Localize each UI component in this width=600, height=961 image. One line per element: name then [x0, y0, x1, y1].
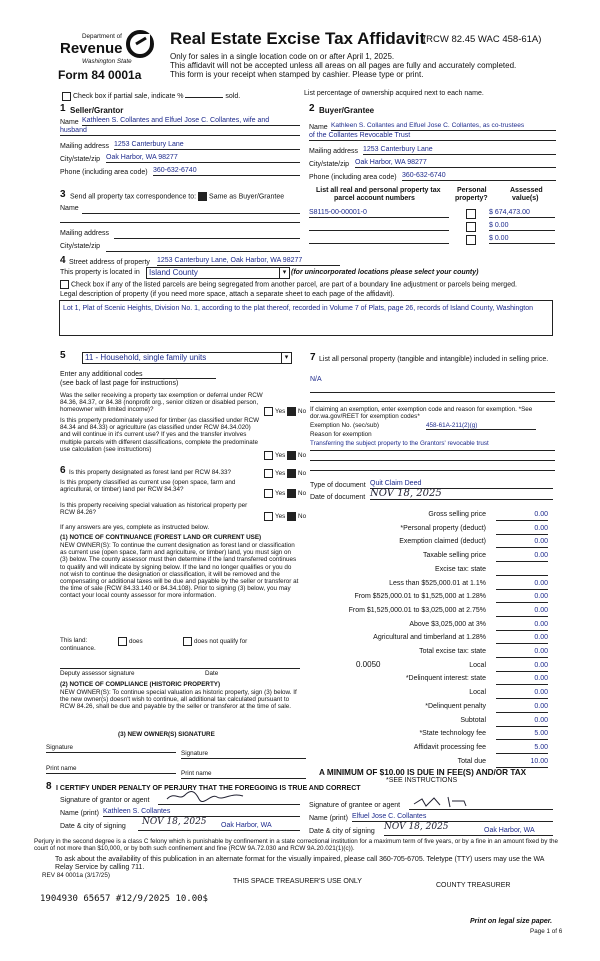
sig3-print-label: Print name: [46, 765, 77, 772]
reason-line-3[interactable]: [310, 470, 555, 471]
tax-calc-value[interactable]: 10.00: [496, 757, 548, 768]
tax-calc-value[interactable]: 0.00: [496, 633, 548, 644]
if-yes-note: If any answers are yes, complete as instructed below.: [60, 524, 210, 531]
parcel-header-5: Assessed: [510, 187, 543, 194]
tax-calc-value[interactable]: 0.00: [496, 716, 548, 727]
tax-calc-row: [300, 551, 552, 563]
ownership-note: List percentage of ownership acquired next to each name.: [304, 90, 484, 97]
tax-calc-row: [300, 565, 552, 577]
tax-calc-label: *Delinquent penalty: [425, 702, 486, 710]
cashier-stamp: 1904930 65657 #12/9/2025 10.00$: [40, 894, 208, 904]
grantor-city-field[interactable]: Oak Harbor, WA: [221, 822, 272, 829]
page-number: Page 1 of 6: [530, 928, 563, 935]
rev-code: REV 84 0001a (3/17/25): [42, 872, 110, 879]
reason-field[interactable]: Transferring the subject property to the Grantors' revocable trust: [310, 440, 489, 447]
tax-calc-value[interactable]: 0.00: [496, 579, 548, 590]
yes-label: Yes: [275, 408, 286, 416]
no-checkbox[interactable]: [287, 489, 296, 498]
tax-calc-label: Less than $525,000.01 at 1.1%: [389, 579, 486, 587]
alt-format-text: To ask about the availability of this publication in an alternate format for the visually impaired, please call 360-705-6705. Teletype (TTY) users may use the WA Relay Service by calling 711.: [55, 856, 545, 871]
addl-codes-label: Enter any additional codes: [60, 371, 143, 378]
partial-sale-percent[interactable]: [185, 90, 223, 98]
seller-city-field[interactable]: Oak Harbor, WA 98277: [106, 154, 300, 163]
yes-checkbox[interactable]: [264, 469, 273, 478]
located-label: This property is located in: [60, 269, 140, 276]
grantor-name-label: Name (print): [60, 810, 99, 817]
yes-checkbox[interactable]: [264, 451, 273, 460]
grantee-date-label: Date & city of signing: [309, 828, 375, 835]
q-historical: Is this property receiving special valuation as historical property per RCW 84.26?: [60, 502, 248, 517]
notice1-text: NEW OWNER(S): To continue the current designation as forest land or classification as current use (open space, farm and agriculture, or timber) land, you must sign on (3) below. The county assessor must then determine if the land transferred continues to qualify and will indicate by signing below. If the land no longer qualifies or you do not wish to continue the designation or classification, it will be removed and the compensating or additional taxes will be due and payable by the seller or transferor at the time of sale (RCW 84.33.140 or 84.34.108). Prior to signing (3) below, you may contact your local county assessor for more information.: [60, 542, 299, 600]
does-option: [118, 637, 143, 646]
form-rcw: (RCW 82.45 WAC 458-61A): [423, 34, 542, 45]
tax-calc-value[interactable]: 0.00: [496, 537, 548, 548]
doc-date-label: Date of document: [310, 494, 366, 501]
section3-name-line-2[interactable]: [60, 222, 300, 223]
tax-calc-row: [300, 743, 552, 755]
sig3-print-label-2: Print name: [181, 770, 212, 777]
county-value: Island County: [149, 268, 198, 277]
tax-calc-value[interactable]: 0.00: [496, 674, 548, 685]
section3-text: Send all property tax correspondence to:: [70, 193, 197, 201]
tax-calc-row: [300, 524, 552, 536]
tax-calc-row: [300, 716, 552, 728]
sig3-print-line-2[interactable]: [181, 778, 306, 779]
tax-calc-label: Above $3,025,000 at 3%: [409, 620, 486, 628]
buyer-name-field-2[interactable]: of the Collantes Revocable Trust: [309, 132, 556, 141]
form-number: Form 84 0001a: [58, 68, 142, 82]
tax-calc-row: [300, 579, 552, 591]
exemption-label: Exemption No. (sec/sub): [310, 422, 379, 429]
chevron-down-icon[interactable]: ▾: [281, 353, 291, 363]
header-note3: This form is your receipt when stamped by cashier. Please type or print.: [170, 70, 424, 79]
q-current-use-answer: [264, 489, 306, 498]
land-use-select[interactable]: [82, 352, 292, 364]
buyer-city-label: City/state/zip: [309, 161, 350, 168]
exemption-text: If claiming an exemption, enter exemption code and reason for exemption. *See dor.wa.gov/REET for exemption codes*: [310, 406, 533, 421]
segregated-checkbox[interactable]: [60, 280, 69, 289]
buyer-phone-field[interactable]: 360-632-6740: [402, 172, 556, 181]
minimum-note: A MINIMUM OF $10.00 IS DUE IN FEE(S) AND/OR TAX: [319, 768, 527, 777]
tax-calc-value[interactable]: [496, 565, 548, 576]
seller-phone-field[interactable]: 360-632-6740: [153, 167, 300, 176]
see-instructions: *SEE INSTRUCTIONS: [386, 777, 458, 784]
street-label: Street address of property: [69, 259, 150, 266]
land-use-value: 11 - Household, single family units: [85, 353, 207, 362]
yes-checkbox[interactable]: [264, 512, 273, 521]
dept-line3: Washington State: [82, 58, 132, 65]
parcel-number-field[interactable]: [309, 222, 449, 231]
parcel-header-1: List all real and personal property tax: [316, 187, 441, 194]
does-not-label: does not qualify for: [194, 638, 248, 646]
tax-calc-label: Local: [469, 661, 486, 669]
no-checkbox[interactable]: [287, 512, 296, 521]
certify-text: I CERTIFY UNDER PENALTY OF PERJURY THAT THE FOREGOING IS TRUE AND CORRECT: [56, 785, 361, 792]
tax-calc-label: Gross selling price: [428, 511, 486, 518]
no-label: No: [298, 490, 307, 498]
tax-calc-label: Total due: [457, 757, 486, 765]
section3-row: [70, 192, 284, 201]
section4-number: 4: [60, 255, 66, 266]
personal-property-checkbox[interactable]: [466, 235, 476, 245]
seller-name-field[interactable]: Kathleen S. Collantes and Elfuel Jose C. Collantes, wife and: [82, 117, 300, 126]
tax-calc-row: [300, 620, 552, 632]
tax-calc-value[interactable]: 0.00: [496, 524, 548, 535]
reason-label: Reason for exemption: [310, 431, 372, 438]
sig3-signature-label-2: Signature: [181, 750, 208, 757]
same-as-buyer-label: Same as Buyer/Grantee: [209, 193, 285, 201]
parcel-header-6: value(s): [512, 195, 539, 202]
grantee-date-field[interactable]: NOV 18, 2025: [384, 822, 449, 832]
grantor-date-field[interactable]: NOV 18, 2025: [142, 817, 207, 827]
tax-calc-label: Taxable selling price: [422, 552, 486, 560]
buyer-phone-label: Phone (including area code): [309, 174, 397, 181]
tax-calc-row: [300, 592, 552, 604]
section2-number: 2: [309, 103, 315, 114]
local-rate: 0.0050: [356, 660, 381, 669]
tax-calc-label: Agricultural and timberland at 1.28%: [373, 634, 486, 642]
dept-line2: Revenue: [60, 40, 123, 57]
partial-sale-checkbox[interactable]: [62, 92, 71, 101]
buyer-name-field[interactable]: Kathleen S. Collantes and Elfuel Jose C. Collantes, as co-trustees: [331, 122, 556, 131]
seller-phone-label: Phone (including area code): [60, 169, 148, 176]
deputy-date-label: Date: [205, 670, 219, 677]
tax-calc-row: [300, 661, 552, 673]
sig3-title: (3) NEW OWNER(S) SIGNATURE: [118, 731, 215, 738]
grantor-sig-label: Signature of grantor or agent: [60, 797, 150, 804]
personal-property-line[interactable]: [310, 392, 555, 393]
partial-sale-sold: sold.: [225, 93, 241, 100]
sig3-signature-line-2[interactable]: [181, 758, 306, 759]
section3-city-label: City/state/zip: [60, 243, 101, 250]
does-not-checkbox[interactable]: [183, 637, 192, 646]
personal-property-checkbox[interactable]: [466, 222, 476, 232]
perjury-text: Perjury in the second degree is a class C felony which is punishable by confinement in a state correctional institution for a maximum term of five years, or by a fine in an amount fixed by the court of not more than $10,000, or by both such confinement and fine (RCW 9A.72.030 and RCW 9A.20.021(1)(c)).: [34, 838, 558, 853]
section6-number: 6: [60, 465, 66, 476]
no-checkbox[interactable]: [287, 451, 296, 460]
grantee-sig-line[interactable]: [409, 809, 553, 810]
yes-checkbox[interactable]: [264, 407, 273, 416]
addl-codes-note: (see back of last page for instructions): [60, 380, 179, 387]
segregated-row: [60, 280, 560, 289]
seller-mailing-field[interactable]: 1253 Canterbury Lane: [114, 141, 300, 150]
yes-label: Yes: [275, 490, 286, 498]
section3-city-line[interactable]: [106, 251, 300, 252]
exemption-field[interactable]: 458-61A-211(2)(g): [426, 422, 536, 430]
tax-calc-label: From $525,000.01 to $1,525,000 at 1.28%: [354, 593, 486, 601]
tax-calc-value[interactable]: 5.00: [496, 729, 548, 740]
tax-calc-row: [300, 757, 552, 769]
buyer-mailing-field[interactable]: 1253 Canterbury Lane: [363, 146, 556, 155]
assessed-value-field[interactable]: $ 0.00: [489, 222, 555, 231]
tax-calc-row: [300, 674, 552, 686]
tax-calc-row: [300, 647, 552, 659]
legal-label: Legal description of property (if you need more space, attach a separate sheet to each page of the affidavit).: [60, 291, 395, 298]
dept-line1: Department of: [82, 33, 122, 40]
treasurer-only: THIS SPACE TREASURER'S USE ONLY: [233, 878, 362, 885]
buyer-heading: Buyer/Grantee: [319, 106, 375, 115]
buyer-city-field[interactable]: Oak Harbor, WA 98277: [355, 159, 556, 168]
no-label: No: [298, 470, 307, 478]
legal-paper-note: Print on legal size paper.: [470, 918, 553, 925]
grantee-city-field[interactable]: Oak Harbor, WA: [484, 827, 535, 834]
county-treasurer: COUNTY TREASURER: [436, 882, 511, 889]
parcel-header-4: property?: [455, 195, 488, 202]
reason-line[interactable]: [310, 450, 555, 451]
tax-calc-value[interactable]: 0.00: [496, 620, 548, 631]
grantee-name-field[interactable]: Elfuel Jose C. Collantes: [352, 813, 553, 822]
grantor-date-label: Date & city of signing: [60, 823, 126, 830]
addl-codes-line[interactable]: [136, 378, 216, 379]
grantee-signature[interactable]: [412, 795, 472, 809]
county-select[interactable]: [146, 267, 290, 279]
tax-calc-value[interactable]: 0.00: [496, 510, 548, 521]
no-checkbox[interactable]: [287, 469, 296, 478]
tax-calc-label: Total excise tax: state: [419, 648, 486, 655]
tax-calc-row: [300, 510, 552, 522]
grantor-sig-line[interactable]: [158, 804, 300, 805]
no-checkbox[interactable]: [287, 407, 296, 416]
this-land-label: This land:: [60, 637, 88, 644]
seller-mailing-label: Mailing address: [60, 143, 110, 150]
notice2-title: (2) NOTICE OF COMPLIANCE (HISTORIC PROPERTY): [60, 681, 221, 688]
tax-calc-row: [300, 606, 552, 618]
tax-calc-row: [300, 537, 552, 549]
grantor-signature[interactable]: [165, 789, 245, 803]
tax-calc-value[interactable]: 0.00: [496, 606, 548, 617]
section7-number: 7: [310, 352, 316, 363]
assessed-value-field[interactable]: $ 0.00: [489, 235, 555, 244]
seller-city-label: City/state/zip: [60, 156, 101, 163]
does-label: does: [129, 638, 143, 646]
section3-number: 3: [60, 189, 66, 200]
section7-text: List all personal property (tangible and intangible) included in selling price.: [319, 356, 549, 363]
grantor-name-field[interactable]: Kathleen S. Collantes: [103, 808, 300, 817]
yes-label: Yes: [275, 452, 286, 460]
section3-mailing-label: Mailing address: [60, 230, 110, 237]
grantee-sig-label: Signature of grantee or agent: [309, 802, 401, 809]
revenue-logo-icon: [126, 30, 154, 58]
partial-sale-label: Check box if partial sale, indicate %: [73, 93, 184, 100]
tax-calc-table: [300, 510, 552, 770]
section3-mailing-line[interactable]: [114, 238, 300, 239]
tax-calc-row: [300, 702, 552, 714]
county-note: (for unincorporated locations please select your county): [291, 269, 479, 276]
does-checkbox[interactable]: [118, 637, 127, 646]
notice1-title: (1) NOTICE OF CONTINUANCE (FOREST LAND OR CURRENT USE): [60, 534, 262, 541]
personal-property-checkbox[interactable]: [466, 209, 476, 219]
tax-calc-value[interactable]: 0.00: [496, 661, 548, 672]
parcel-number-field[interactable]: [309, 235, 449, 244]
grantee-date-line[interactable]: [384, 835, 553, 836]
tax-calc-label: Exemption claimed (deduct): [399, 538, 486, 546]
tax-calc-label: *State technology fee: [419, 730, 486, 738]
tax-calc-label: Affidavit processing fee: [413, 743, 486, 751]
q-timber-answer: [264, 451, 306, 460]
section8-number: 8: [46, 781, 52, 792]
no-label: No: [298, 513, 307, 521]
q-current-use: Is this property classified as current use (open space, farm and agricultural, or timber) land per RCW 84.34?: [60, 479, 236, 494]
seller-name-label: Name: [60, 119, 79, 126]
same-as-buyer-checkbox[interactable]: [198, 192, 207, 201]
tax-calc-value[interactable]: 0.00: [496, 592, 548, 603]
buyer-name-label: Name: [309, 124, 328, 131]
doc-type-label: Type of document: [310, 482, 366, 489]
chevron-down-icon[interactable]: ▾: [279, 268, 289, 278]
legal-description-box[interactable]: Lot 1, Plat of Scenic Heights, Division No. 1, according to the plat thereof, recorded in Volume 7 of Plats, page 26, records of Island County, Washington: [59, 300, 553, 336]
tax-calc-row: [300, 688, 552, 700]
tax-calc-value[interactable]: 0.00: [496, 647, 548, 658]
does-not-option: [183, 637, 247, 646]
section3-name-label: Name: [60, 205, 79, 212]
section3-name-line[interactable]: [82, 213, 300, 214]
reason-line-2[interactable]: [310, 460, 555, 461]
doc-type-field[interactable]: Quit Claim Deed: [370, 480, 553, 489]
parcel-header-3: Personal: [457, 187, 487, 194]
q-seller-exemption: Was the seller receiving a property tax exemption or deferral under RCW 84.36, 84.37, or 84.38 (nonprofit org., senior citizen or disabled person, homeowner with limited income)?: [60, 392, 263, 414]
parcel-header-2: parcel account numbers: [334, 195, 415, 202]
sig3-signature-line[interactable]: [46, 752, 176, 753]
notice2-text: NEW OWNER(S): To continue special valuation as historic property, sign (3) below. If the new owner(s) doesn't wish to continue, all additional tax calculated pursuant to RCW 84.26, shall be due and payable by the seller or transferor at the time of sale.: [60, 689, 297, 711]
grantor-date-line[interactable]: [138, 830, 300, 831]
sig3-signature-label: Signature: [46, 744, 73, 751]
tax-calc-label: Local: [469, 689, 486, 697]
yes-label: Yes: [275, 470, 286, 478]
street-field[interactable]: 1253 Canterbury Lane, Oak Harbor, WA 98277: [157, 257, 340, 266]
assessed-value-field[interactable]: $ 674,473.00: [489, 209, 555, 218]
tax-calc-value[interactable]: 0.00: [496, 702, 548, 713]
segregated-label: Check box if any of the listed parcels are being segregated from another parcel, are part of a boundary line adjustment or parcels being merged.: [71, 281, 517, 289]
grantee-name-label: Name (print): [309, 815, 348, 822]
header-note1: Only for sales in a single location code on or after April 1, 2025.: [170, 52, 395, 61]
tax-calc-value[interactable]: 0.00: [496, 688, 548, 699]
section5-number: 5: [60, 350, 66, 361]
yes-label: Yes: [275, 513, 286, 521]
section1-number: 1: [60, 103, 66, 114]
personal-property-line-2[interactable]: [310, 401, 555, 402]
header-note2: This affidavit will not be accepted unless all areas on all pages are fully and accurately completed.: [170, 61, 517, 70]
doc-date-field[interactable]: NOV 18, 2025: [370, 488, 553, 500]
tax-calc-value[interactable]: 5.00: [496, 743, 548, 754]
yes-checkbox[interactable]: [264, 489, 273, 498]
tax-calc-row: [300, 633, 552, 645]
q-seller-exemption-answer: [264, 407, 306, 416]
personal-property-value[interactable]: N/A: [310, 376, 322, 383]
sig3-print-line[interactable]: [46, 773, 176, 774]
partial-sale-row: [62, 90, 240, 101]
tax-calc-label: *Delinquent interest: state: [405, 675, 486, 683]
no-label: No: [298, 452, 307, 460]
q-timber-agriculture: Is this property predominately used for timber (as classified under RCW 84.34 and 84.33) or agriculture (as classified under RCW 84.34.020) and will continue in it's current use? If yes and the transfer involves multiple parcels with different classifications, complete the predominate use calculation (see instructions): [60, 417, 260, 453]
deputy-signature-line[interactable]: [60, 668, 300, 669]
q-forest-answer: [264, 469, 306, 478]
form-title: Real Estate Excise Tax Affidavit: [170, 29, 426, 48]
seller-name-field-2[interactable]: husband: [60, 127, 300, 136]
tax-calc-label: *Personal property (deduct): [400, 524, 486, 532]
tax-calc-value[interactable]: 0.00: [496, 551, 548, 562]
tax-calc-label: Subtotal: [460, 716, 486, 724]
tax-calc-label: From $1,525,000.01 to $3,025,000 at 2.75%: [348, 606, 486, 614]
continuance-label: continuance.: [60, 645, 96, 652]
deputy-signature-label: Deputy assessor signature: [60, 670, 135, 677]
no-label: No: [298, 408, 307, 416]
seller-heading: Seller/Grantor: [70, 106, 124, 115]
q-forest-land: Is this property designated as forest land per RCW 84.33?: [69, 469, 232, 476]
tax-calc-label: Excise tax: state: [435, 565, 486, 573]
tax-calc-row: [300, 729, 552, 741]
buyer-mailing-label: Mailing address: [309, 148, 359, 155]
parcel-number-field[interactable]: S8115-00-00001-0: [309, 209, 449, 218]
